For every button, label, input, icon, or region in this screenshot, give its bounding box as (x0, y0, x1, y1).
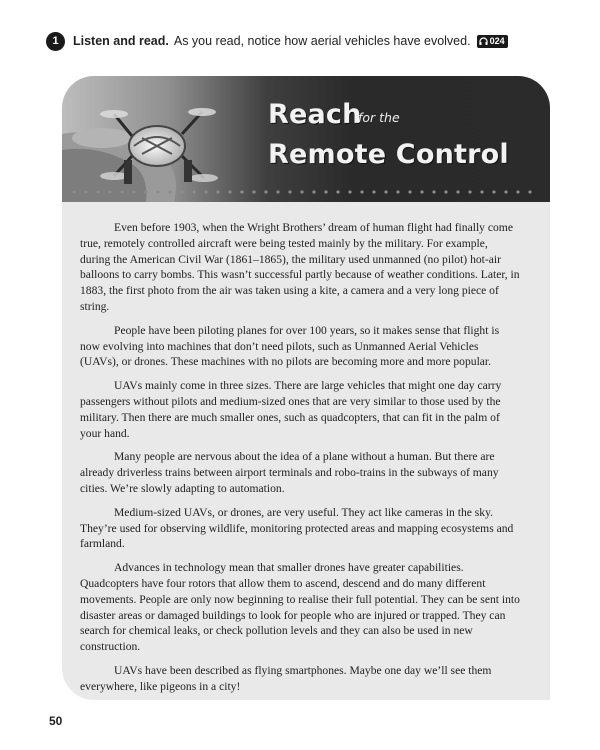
audio-track-button[interactable] (477, 35, 508, 48)
quadcopter-hand-photo (62, 76, 272, 202)
page-number: 50 (49, 714, 63, 728)
paragraph: Advances in technology mean that smaller drones have greater capabilities. Quadcopters have four rotors that allow them to ascend, descend and do many different movements. People are only now beginning to realise their full potential. They can be sent into disaster areas or damaged buildings to look for people who are injured or trapped. They can search for chemical leaks, or check pollution levels and they can also be used in new construction. (80, 561, 520, 654)
paragraph: Medium-sized UAVs, or drones, are very useful. They act like cameras in the sky. They’re used for observing wildlife, monitoring protected areas and mapping ecosystems and farmland. (80, 505, 514, 551)
title-banner (62, 76, 550, 202)
paragraph: People have been piloting planes for over 100 years, so it makes sense that flight is now evolving into machines that don’t need pilots, such as Unmanned Aerial Vehicles (UAVs), or drones. These machines with no pilots are becoming more and more popular. (80, 323, 500, 369)
banner-dot-divider (62, 188, 550, 196)
exercise-number-badge: 1 (46, 32, 65, 51)
paragraph: UAVs have been described as flying smartphones. Maybe one day we’ll see them everywhere, like pigeons in a city! (80, 663, 492, 693)
paragraph: UAVs mainly come in three sizes. There are large vehicles that might one day carry passengers without pilots and medium-sized ones that are very similar to those used by the military. Then there are much smaller ones, such as quadcopters, that can fit in the palm of your hand. (80, 379, 502, 440)
paragraph: Even before 1903, when the Wright Brothers’ dream of human flight had finally come true, remotely controlled aircraft were being tested mainly by the military. For example, during the American Civil War (1861–1865), the military used unmanned (no pilot) hot-air balloons to carry bombs. This wasn’t successful partly because of weather conditions. Later, in 1883, the first photo from the air was taken using a kite, a camera and a very long piece of string. (80, 221, 520, 313)
instruction-text: As you read, notice how aerial vehicles have evolved. (173, 34, 471, 48)
title-line-1: Reach (268, 99, 362, 130)
exercise-instruction (46, 31, 566, 51)
title-connector: for the (358, 110, 400, 125)
audio-track-code: 024 (489, 36, 505, 46)
instruction-heading: Listen and read. (73, 34, 169, 48)
title-line-2: Remote Control (268, 139, 509, 170)
headphones-icon (479, 37, 488, 45)
article-body (80, 220, 520, 700)
paragraph: Many people are nervous about the idea of a plane without a human. But there are already driverless trains between airport terminals and robo-trains in the subways of many cities. We’re slowly adapting to automation. (80, 450, 499, 495)
reading-panel (62, 76, 550, 700)
